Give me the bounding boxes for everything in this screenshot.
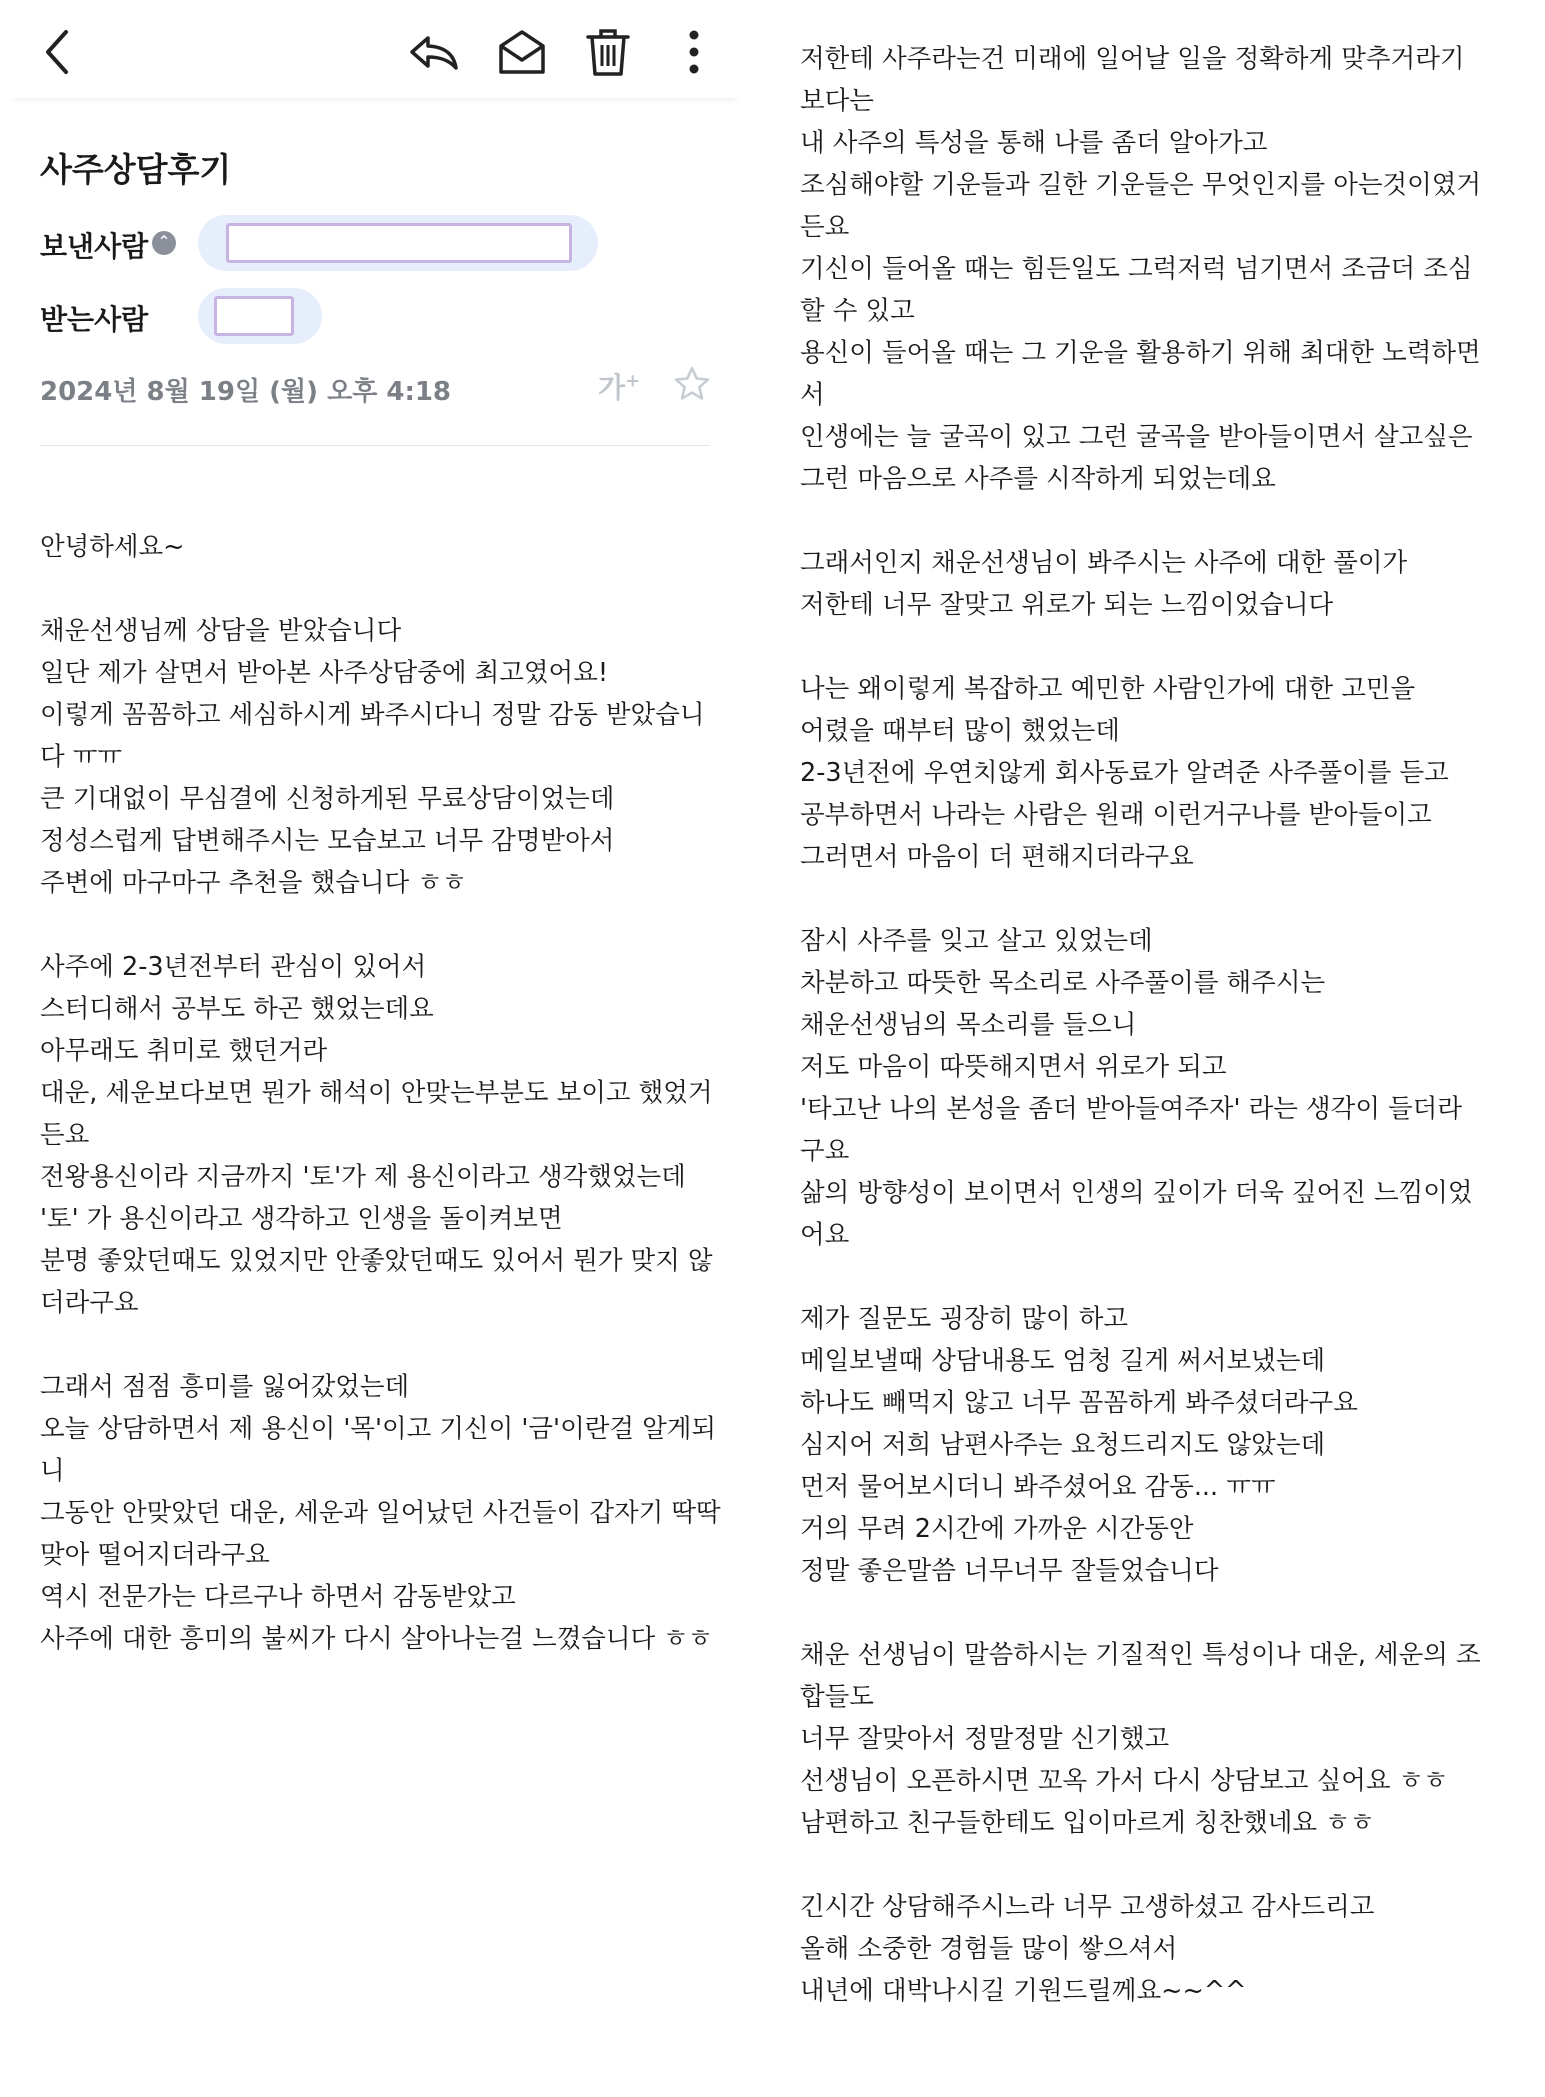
body-line: 사주에 2-3년전부터 관심이 있어서 (40, 952, 427, 982)
body-line: 채운선생님의 목소리를 들으니 (800, 1010, 1137, 1040)
body-line: 그래서인지 채운선생님이 봐주시는 사주에 대한 풀이가 (800, 548, 1408, 578)
body-line: 저도 마음이 따뜻해지면서 위로가 되고 (800, 1052, 1227, 1082)
body-line: 2-3년전에 우연치않게 회사동료가 알려준 사주풀이를 듣고 (800, 758, 1449, 788)
body-line: 든요 (800, 212, 850, 242)
body-blank-line (40, 904, 740, 946)
body-line: 먼저 물어보시더니 봐주셨어요 감동... ㅠㅠ (800, 1472, 1276, 1502)
body-line: 거의 무려 2시간에 가까운 시간동안 (800, 1514, 1194, 1544)
body-line: 저한테 사주라는건 미래에 일어날 일을 정확하게 맞추거라기 (800, 44, 1465, 74)
body-line: 정말 좋은말씀 너무너무 잘들었습니다 (800, 1556, 1219, 1586)
body-blank-line (40, 568, 740, 610)
mail-toolbar (8, 0, 743, 98)
body-line: 사주에 대한 흥미의 불씨가 다시 살아나는걸 느꼈습니다 ㅎㅎ (40, 1624, 713, 1654)
body-line: 전왕용신이라 지금까지 '토'가 제 용신이라고 생각했었는데 (40, 1162, 686, 1192)
body-blank-line (40, 1324, 740, 1366)
body-line: 서 (800, 380, 825, 410)
email-date: 2024년 8월 19일 (월) 오후 4:18 (40, 377, 452, 407)
body-line: 맞아 떨어지더라구요 (40, 1540, 270, 1570)
body-line: 어렸을 때부터 많이 했었는데 (800, 716, 1120, 746)
body-line: 올해 소중한 경험들 많이 쌓으셔서 (800, 1934, 1178, 1964)
body-line: 그동안 안맞았던 대운, 세운과 일어났던 사건들이 갑자기 딱딱 (40, 1498, 721, 1528)
body-line: 내 사주의 특성을 통해 나를 좀더 알아가고 (800, 128, 1268, 158)
body-line: 내년에 대박나시길 기원드릴께요~~^^ (800, 1976, 1247, 2006)
body-line: 역시 전문가는 다르구나 하면서 감동받았고 (40, 1582, 516, 1612)
body-line: 심지어 저희 남편사주는 요청드리지도 않았는데 (800, 1430, 1326, 1460)
body-blank-line (800, 878, 1520, 920)
font-size-button[interactable] (598, 366, 640, 406)
body-line: 주변에 마구마구 추천을 했습니다 ㅎㅎ (40, 868, 467, 898)
header-divider (40, 445, 710, 446)
body-line: 나는 왜이렇게 복잡하고 예민한 사람인가에 대한 고민을 (800, 674, 1416, 704)
body-line: 채운선생님께 상담을 받았습니다 (40, 616, 402, 646)
body-line: 기신이 들어올 때는 힘든일도 그럭저럭 넘기면서 조금더 조심 (800, 254, 1473, 284)
redacted-sender (226, 223, 572, 263)
recipient-chip[interactable] (198, 288, 322, 344)
body-line: 어요 (800, 1220, 850, 1250)
body-line: '토' 가 용신이라고 생각하고 인생을 돌이켜보면 (40, 1204, 563, 1234)
body-line: 보다는 (800, 86, 874, 116)
body-line: 조심해야할 기운들과 길한 기운들은 무엇인지를 아는것이였거 (800, 170, 1481, 200)
body-line: 니 (40, 1456, 65, 1486)
body-line: 인생에는 늘 굴곡이 있고 그런 굴곡을 받아들이면서 살고싶은 (800, 422, 1473, 452)
body-line: 정성스럽게 답변해주시는 모습보고 너무 감명받아서 (40, 826, 615, 856)
redacted-recipient (214, 296, 294, 336)
delete-icon[interactable] (578, 22, 638, 82)
sender-label: 보낸사람 (40, 230, 149, 263)
email-body-part-1 (40, 526, 740, 1660)
body-line: 분명 좋았던때도 있었지만 안좋았던때도 있어서 뭔가 맞지 않 (40, 1246, 713, 1276)
email-subject: 사주상담후기 (40, 150, 232, 189)
body-line: 제가 질문도 굉장히 많이 하고 (800, 1304, 1129, 1334)
body-line: 다 ㅠㅠ (40, 742, 123, 772)
body-line: 오늘 상담하면서 제 용신이 '목'이고 기신이 '금'이란걸 알게되 (40, 1414, 716, 1444)
body-line: 일단 제가 살면서 받아본 사주상담중에 최고였어요! (40, 658, 609, 688)
body-blank-line (800, 1844, 1520, 1886)
font-size-plus: + (625, 370, 641, 392)
recipient-label: 받는사람 (40, 303, 149, 336)
body-line: 안녕하세요~ (40, 532, 185, 562)
email-header-pane (0, 0, 760, 2097)
body-line: 대운, 세운보다보면 뭔가 해석이 안맞는부분도 보이고 했었거 (40, 1078, 713, 1108)
sender-info-icon[interactable]: ⌃ (152, 231, 176, 255)
body-line: 이렇게 꼼꼼하고 세심하시게 봐주시다니 정말 감동 받았습니 (40, 700, 705, 730)
body-line: 채운 선생님이 말씀하시는 기질적인 특성이나 대운, 세운의 조 (800, 1640, 1481, 1670)
body-line: 선생님이 오픈하시면 꼬옥 가서 다시 상담보고 싶어요 ㅎㅎ (800, 1766, 1448, 1796)
body-line: 아무래도 취미로 했던거라 (40, 1036, 328, 1066)
body-line: 하나도 빼먹지 않고 너무 꼼꼼하게 봐주셨더라구요 (800, 1388, 1358, 1418)
body-line: 삶의 방향성이 보이면서 인생의 깊이가 더욱 깊어진 느낌이었 (800, 1178, 1473, 1208)
body-line: 용신이 들어올 때는 그 기운을 활용하기 위해 최대한 노력하면 (800, 338, 1481, 368)
body-blank-line (800, 1256, 1520, 1298)
body-line: 메일보낼때 상담내용도 엄청 길게 써서보냈는데 (800, 1346, 1326, 1376)
reply-icon[interactable] (404, 22, 464, 82)
body-blank-line (800, 1592, 1520, 1634)
body-line: '타고난 나의 본성을 좀더 받아들여주자' 라는 생각이 들더라 (800, 1094, 1462, 1124)
body-line: 할 수 있고 (800, 296, 915, 326)
sender-chip[interactable] (198, 215, 598, 271)
more-icon[interactable] (664, 22, 724, 82)
body-blank-line (800, 626, 1520, 668)
body-line: 그래서 점점 흥미를 잃어갔었는데 (40, 1372, 410, 1402)
body-line: 그런 마음으로 사주를 시작하게 되었는데요 (800, 464, 1276, 494)
body-line: 잠시 사주를 잊고 살고 있었는데 (800, 926, 1153, 956)
body-blank-line (800, 500, 1520, 542)
body-line: 긴시간 상담해주시느라 너무 고생하셨고 감사드리고 (800, 1892, 1375, 1922)
body-line: 스터디해서 공부도 하곤 했었는데요 (40, 994, 434, 1024)
body-line: 큰 기대없이 무심결에 신청하게된 무료상담이었는데 (40, 784, 615, 814)
body-line: 합들도 (800, 1682, 874, 1712)
back-icon[interactable] (30, 22, 90, 82)
body-line: 구요 (800, 1136, 850, 1166)
body-line: 남편하고 친구들한테도 입이마르게 칭찬했네요 ㅎㅎ (800, 1808, 1375, 1838)
body-line: 너무 잘맞아서 정말정말 신기했고 (800, 1724, 1170, 1754)
email-body-part-2 (800, 38, 1520, 2012)
star-icon[interactable] (672, 364, 712, 404)
body-line: 저한테 너무 잘맞고 위로가 되는 느낌이었습니다 (800, 590, 1334, 620)
body-line: 차분하고 따뜻한 목소리로 사주풀이를 해주시는 (800, 968, 1326, 998)
body-line: 든요 (40, 1120, 90, 1150)
body-line: 더라구요 (40, 1288, 139, 1318)
body-line: 공부하면서 나라는 사람은 원래 이런거구나를 받아들이고 (800, 800, 1432, 830)
mark-unread-icon[interactable] (492, 22, 552, 82)
body-line: 그러면서 마음이 더 편해지더라구요 (800, 842, 1194, 872)
font-size-label: 가 (598, 371, 626, 404)
